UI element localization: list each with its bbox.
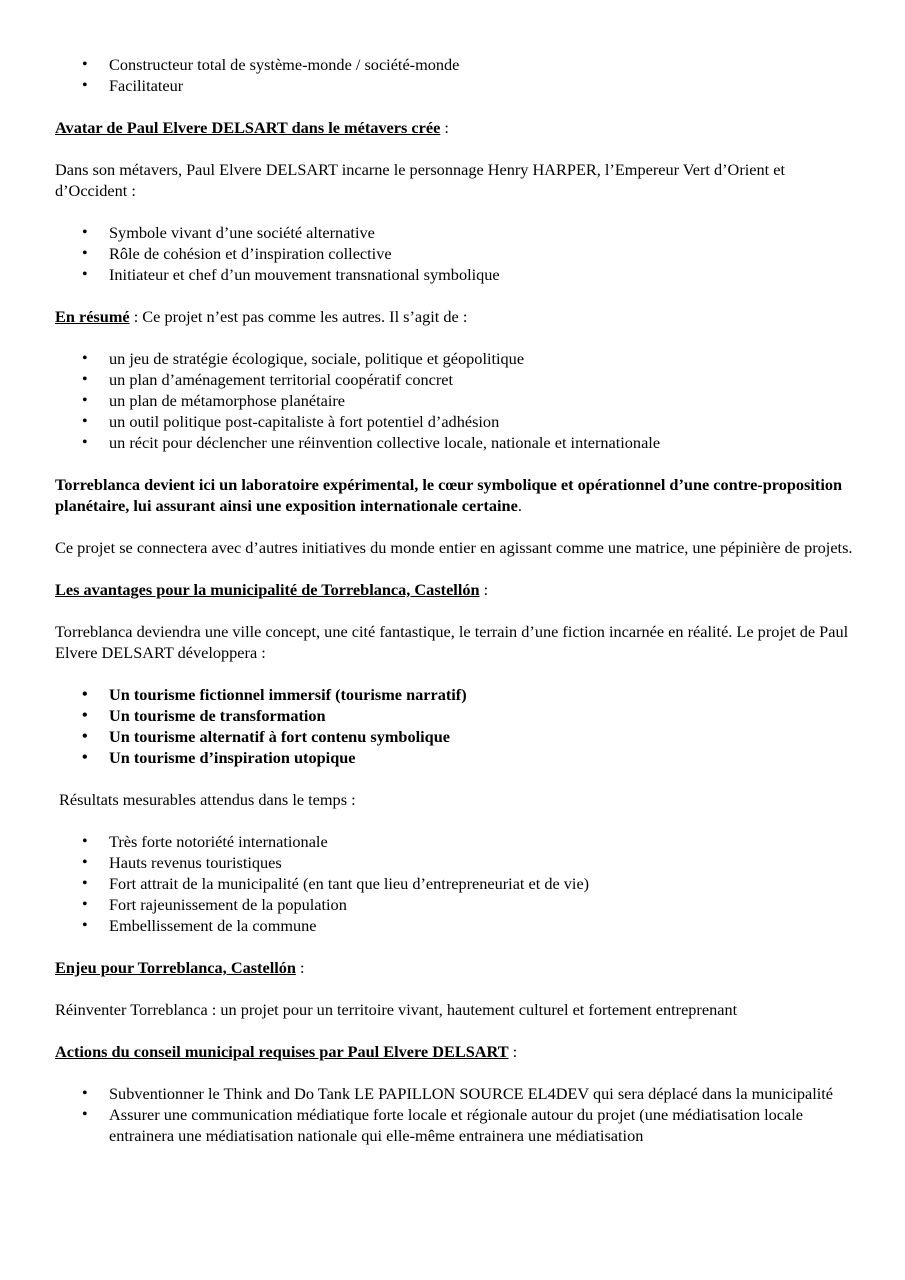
list-item: • Fort attrait de la municipalité (en tant que lieu d’entrepreneuriat et de vie) — [55, 873, 855, 894]
stake-heading-line — [55, 957, 855, 978]
summary-heading: En résumé — [55, 307, 130, 326]
stake-heading-suffix: : — [295, 958, 305, 977]
results-list — [55, 831, 855, 936]
lab-bold-text: Torreblanca devient ici un laboratoire expérimental, le cœur symbolique et opérationnel d’une contre-proposition planétaire, lui assurant ainsi une exposition internationale certaine — [55, 475, 843, 515]
advantages-intro: Torreblanca deviendra une ville concept, une cité fantastique, le terrain d’une fiction incarnée en réalité. Le projet de Paul Elvere DELSART développera : — [55, 622, 849, 662]
actions-heading-line — [55, 1041, 855, 1062]
list-item: • Un tourisme de transformation — [55, 705, 855, 726]
advantages-heading: Les avantages pour la municipalité de Torreblanca, Castellón — [55, 580, 480, 599]
list-item: • un jeu de stratégie écologique, sociale, politique et géopolitique — [55, 348, 855, 369]
advantages-heading-suffix: : — [479, 580, 489, 599]
list-item: • Hauts revenus touristiques — [55, 852, 855, 873]
advantages-heading-line — [55, 579, 855, 600]
list-item: • Un tourisme fictionnel immersif (tourisme narratif) — [55, 684, 855, 705]
connect-paragraph: Ce projet se connectera avec d’autres initiatives du monde entier en agissant comme une matrice, une pépinière de projets. — [55, 538, 853, 557]
results-intro: Résultats mesurables attendus dans le temps : — [59, 790, 356, 809]
list-item: • un outil politique post-capitaliste à fort potentiel d’adhésion — [55, 411, 855, 432]
avatar-intro: Dans son métavers, Paul Elvere DELSART incarne le personnage Henry HARPER, l’Empereur Vert d’Orient et d’Occident : — [55, 160, 785, 200]
avatar-heading-line — [55, 117, 855, 138]
list-item: • un plan d’aménagement territorial coopératif concret — [55, 369, 855, 390]
list-item: • Fort rajeunissement de la population — [55, 894, 855, 915]
actions-list — [55, 1083, 855, 1146]
advantages-list — [55, 684, 855, 768]
avatar-heading: Avatar de Paul Elvere DELSART dans le métavers crée — [55, 118, 441, 137]
avatar-heading-suffix: : — [440, 118, 449, 137]
list-item: • Embellissement de la commune — [55, 915, 855, 936]
list-item: • Assurer une communication médiatique forte locale et régionale autour du projet (une médiatisation locale entrainera une médiatisation nationale qui elle-même entrainera une médiatisation — [55, 1104, 855, 1146]
avatar-list — [55, 222, 855, 285]
summary-list — [55, 348, 855, 453]
list-item: • un plan de métamorphose planétaire — [55, 390, 855, 411]
lab-paragraph — [55, 474, 855, 516]
list-item: • Très forte notoriété internationale — [55, 831, 855, 852]
actions-heading-suffix: : — [508, 1042, 518, 1061]
list-item: • Subventionner le Think and Do Tank LE PAPILLON SOURCE EL4DEV qui sera déplacé dans la municipalité — [55, 1083, 855, 1104]
stake-text: Réinventer Torreblanca : un projet pour un territoire vivant, hautement culturel et fortement entreprenant — [55, 1000, 738, 1019]
list-item: • Facilitateur — [55, 75, 855, 96]
list-item: • Rôle de cohésion et d’inspiration collective — [55, 243, 855, 264]
summary-line — [55, 306, 855, 327]
stake-heading: Enjeu pour Torreblanca, Castellón — [55, 958, 296, 977]
summary-text: : Ce projet n’est pas comme les autres. Il s’agit de : — [129, 307, 468, 326]
document-page — [55, 54, 855, 1146]
lab-suffix: . — [517, 496, 522, 515]
list-item: • Un tourisme d’inspiration utopique — [55, 747, 855, 768]
list-item: • Un tourisme alternatif à fort contenu symbolique — [55, 726, 855, 747]
list-item: • un récit pour déclencher une réinvention collective locale, nationale et internationale — [55, 432, 855, 453]
list-item: • Initiateur et chef d’un mouvement transnational symbolique — [55, 264, 855, 285]
list-item: • Symbole vivant d’une société alternative — [55, 222, 855, 243]
list-item: • Constructeur total de système-monde / société-monde — [55, 54, 855, 75]
top-bullet-list — [55, 54, 855, 96]
actions-heading: Actions du conseil municipal requises par Paul Elvere DELSART — [55, 1042, 509, 1061]
